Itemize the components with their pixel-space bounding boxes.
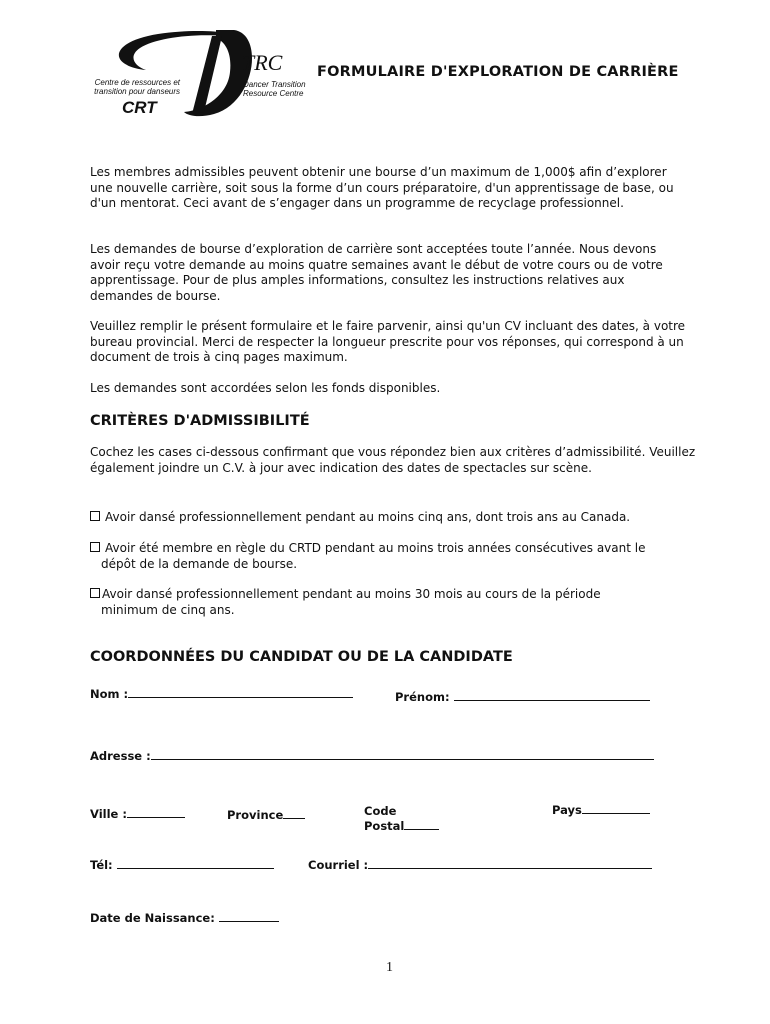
naissance-label: Date de Naissance: [90,911,215,925]
criterion-1-checkbox[interactable] [90,511,100,521]
criterion-3-text-cont: minimum de cinq ans. [101,602,235,617]
postal-label: Postal [364,819,405,833]
naissance-field[interactable] [90,911,279,926]
ville-line[interactable] [127,807,185,818]
province-line[interactable] [283,808,305,819]
naissance-line[interactable] [219,911,279,922]
criteria-instructions: Cochez les cases ci-dessous confirmant que vous répondez bien aux critères d’admissibilité. Veuillez également joindre un C.V. à jour avec indication des dates de spectacles sur scène. [90,445,696,475]
pays-line[interactable] [582,803,650,814]
intro-paragraph-2: Les demandes de bourse d’exploration de carrière sont acceptées toute l’année. Nous devons avoir reçu votre demande au moins quatre semaines avant le début de votre cours ou de votre apprentissage. Pour de plus amples informations, consultez les instructions relatives aux demandes de bourse. [90,242,663,303]
code-postal-field[interactable] [364,804,439,834]
criterion-1 [90,510,690,526]
criterion-3-text: Avoir dansé professionnellement pendant au moins 30 mois au cours de la période [102,587,601,601]
tel-line[interactable] [117,858,274,869]
logo-english-text: Dancer Transition Resource Centre [243,80,306,98]
nom-line[interactable] [128,687,353,698]
tel-label: Tél: [90,858,113,872]
pays-label: Pays [552,803,582,817]
prenom-label: Prénom: [395,690,450,704]
ville-field[interactable] [90,807,185,822]
logo-crt-text: CRT [122,98,157,117]
criterion-3 [90,587,690,618]
courriel-label: Courriel : [308,858,369,872]
nom-field[interactable] [90,687,353,702]
page-number: 1 [386,960,393,975]
courriel-field[interactable] [308,858,652,873]
logo-trc-text: TRC [242,50,283,75]
pays-field[interactable] [552,803,650,818]
adresse-line[interactable] [151,749,654,760]
code-postal-line[interactable] [404,819,439,830]
criteria-heading: CRITÈRES D'ADMISSIBILITÉ [90,413,310,429]
logo-french-text: Centre de ressources et transition pour danseurs [94,78,180,96]
criterion-3-checkbox[interactable] [90,588,100,598]
ville-label: Ville : [90,807,127,821]
nom-label: Nom : [90,687,129,701]
form-title: FORMULAIRE D'EXPLORATION DE CARRIÈRE [317,64,679,80]
intro-paragraph-1: Les membres admissibles peuvent obtenir une bourse d’un maximum de 1,000$ afin d’explorer une nouvelle carrière, soit sous la forme d’un cours préparatoire, d'un apprentissage de base, ou d'un mentorat. Ceci avant de s’engager dans un programme de recyclage professionnel. [90,165,674,210]
code-label: Code [364,804,397,818]
adresse-label: Adresse : [90,749,151,763]
prenom-line[interactable] [454,690,650,701]
courriel-line[interactable] [368,858,652,869]
crtd-logo [88,24,310,124]
criterion-2-text: Avoir été membre en règle du CRTD pendant au moins trois années consécutives avant le [105,541,646,555]
intro-paragraph-4: Les demandes sont accordées selon les fonds disponibles. [90,381,441,395]
criterion-1-text: Avoir dansé professionnellement pendant au moins cinq ans, dont trois ans au Canada. [105,510,631,524]
intro-paragraph-3: Veuillez remplir le présent formulaire et le faire parvenir, ainsi qu'un CV incluant des dates, à votre bureau provincial. Merci de respecter la longueur prescrite pour vos réponses, qui correspond à un document de trois à cinq pages maximum. [90,319,686,364]
province-label: Province [227,808,284,822]
contact-heading: COORDONNÉES DU CANDIDAT OU DE LA CANDIDATE [90,649,513,665]
criterion-2-checkbox[interactable] [90,542,100,552]
prenom-field[interactable] [395,690,650,705]
adresse-field[interactable] [90,749,654,764]
criterion-2-text-cont: dépôt de la demande de bourse. [101,556,298,571]
province-field[interactable] [227,808,305,823]
criterion-2 [90,541,690,572]
tel-field[interactable] [90,858,274,873]
